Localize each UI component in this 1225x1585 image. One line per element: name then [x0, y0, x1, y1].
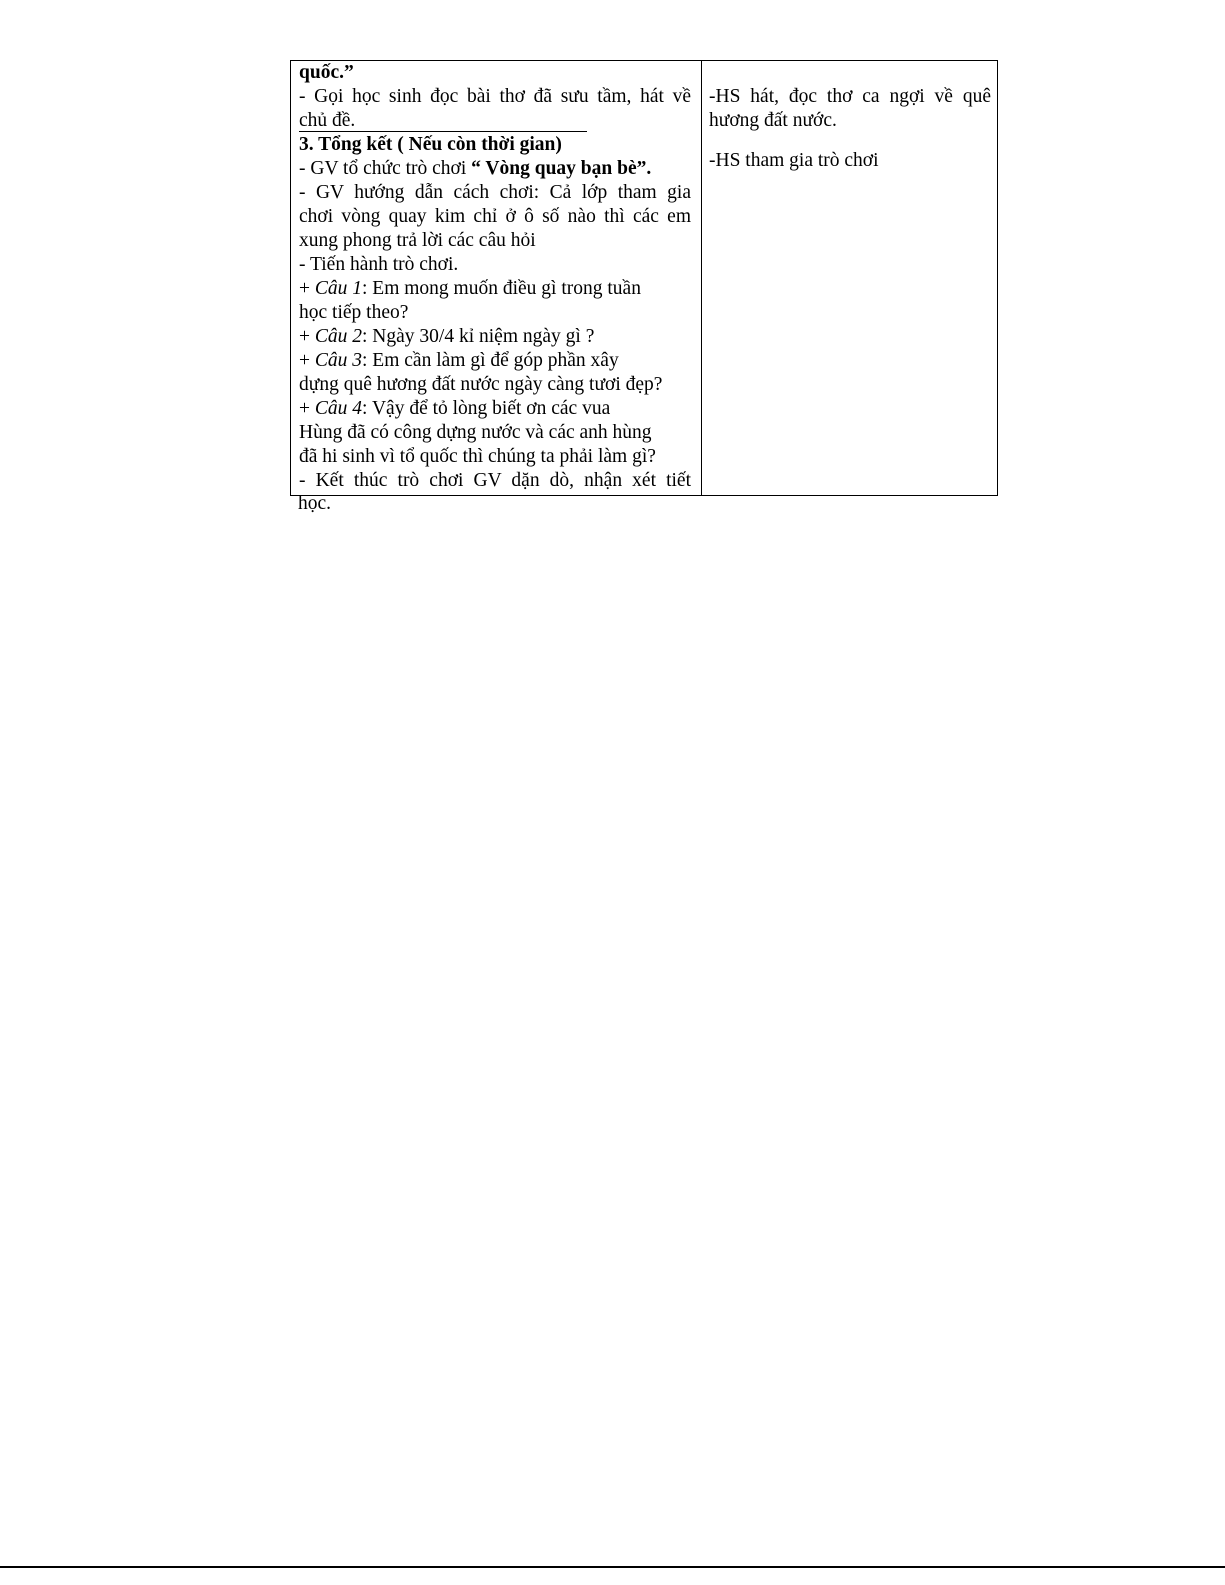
- text-line: quốc.”: [299, 62, 354, 83]
- question-line: [299, 325, 691, 349]
- text-span: +: [299, 278, 315, 299]
- text-span: : Em mong muốn điều gì trong tuần: [362, 278, 641, 299]
- text-span: +: [299, 326, 315, 347]
- text-line: - GV hướng dẫn cách chơi: Cả lớp tham gia: [299, 182, 691, 203]
- teacher-activity-column: [299, 61, 691, 493]
- text-span: : Ngày 30/4 kỉ niệm ngày gì ?: [362, 326, 595, 347]
- text-line: -HS tham gia trò chơi: [709, 150, 879, 171]
- text-line: - Tiến hành trò chơi.: [299, 254, 459, 275]
- question-label: Câu 2: [314, 326, 363, 347]
- section-heading: 3. Tổng kết ( Nếu còn thời gian): [299, 134, 562, 155]
- text-line: [709, 61, 991, 85]
- text-line: học.: [298, 493, 332, 514]
- text-line: - Gọi học sinh đọc bài thơ đã sưu tầm, hát về: [299, 86, 691, 107]
- game-name: “ Vòng quay bạn bè”.: [471, 158, 652, 179]
- question-label: Câu 4: [314, 398, 363, 419]
- text-span: : Vậy để tỏ lòng biết ơn các vua: [362, 398, 611, 419]
- question-label: Câu 3: [314, 350, 363, 371]
- text-line: học tiếp theo?: [299, 302, 409, 323]
- text-line: xung phong trả lời các câu hỏi: [299, 230, 536, 251]
- page-bottom-rule: [0, 1566, 1225, 1568]
- text-line: [299, 157, 691, 181]
- text-line: chủ đề.: [299, 110, 356, 131]
- text-line: chơi vòng quay kim chỉ ở ô số nào thì các em: [299, 206, 691, 227]
- text-span: +: [299, 398, 315, 419]
- text-line: dựng quê hương đất nước ngày càng tươi đẹp?: [299, 374, 663, 395]
- question-line: [299, 277, 691, 301]
- section-underline: [299, 131, 587, 132]
- text-span: +: [299, 350, 315, 371]
- question-line: [299, 397, 691, 421]
- text-line: - Kết thúc trò chơi GV dặn dò, nhận xét tiết: [299, 470, 691, 491]
- text-span: : Em cần làm gì để góp phần xây: [362, 350, 619, 371]
- student-activity-column: [709, 61, 991, 173]
- question-label: Câu 1: [314, 278, 363, 299]
- column-divider: [701, 61, 702, 495]
- spacer: [709, 133, 991, 149]
- text-span: - GV tổ chức trò chơi: [299, 158, 472, 179]
- question-line: [299, 349, 691, 373]
- lesson-plan-table: [290, 60, 998, 496]
- text-line: hương đất nước.: [709, 110, 837, 131]
- text-line: Hùng đã có công dựng nước và các anh hùng: [299, 422, 652, 443]
- text-line: -HS hát, đọc thơ ca ngợi về quê: [709, 86, 991, 107]
- text-line: đã hi sinh vì tổ quốc thì chúng ta phải làm gì?: [299, 446, 656, 467]
